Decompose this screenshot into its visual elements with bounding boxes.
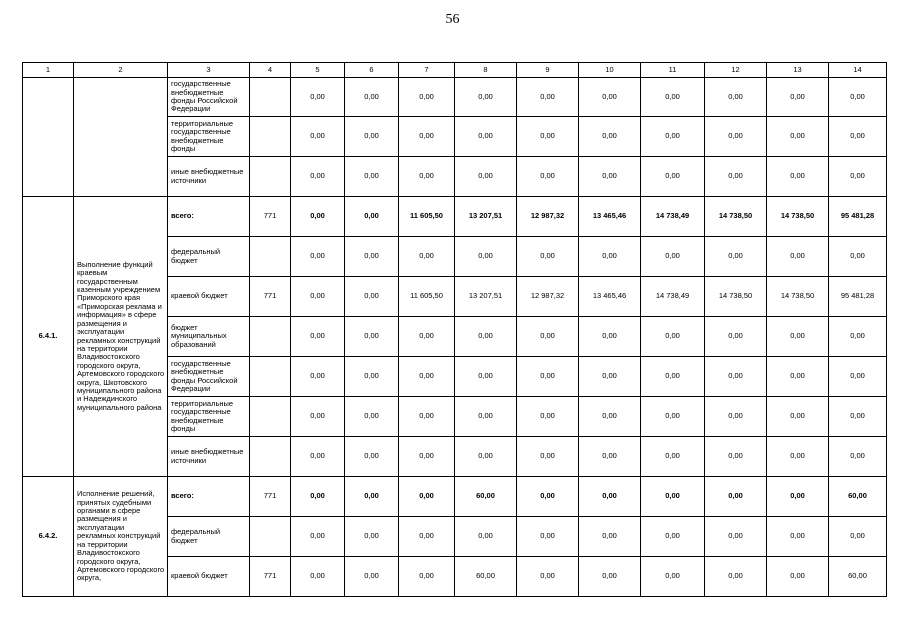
amount-cell: 0,00 — [829, 117, 887, 157]
amount-cell: 13 207,51 — [455, 277, 517, 317]
grbs-code — [250, 357, 291, 397]
amount-cell: 0,00 — [517, 517, 579, 557]
amount-cell: 0,00 — [345, 78, 399, 117]
amount-cell: 0,00 — [641, 78, 705, 117]
funding-source: краевой бюджет — [168, 557, 250, 597]
amount-cell: 0,00 — [705, 157, 767, 197]
grbs-code — [250, 517, 291, 557]
amount-cell: 0,00 — [641, 437, 705, 477]
amount-cell: 0,00 — [399, 357, 455, 397]
funding-source: всего: — [168, 197, 250, 237]
amount-cell: 60,00 — [455, 557, 517, 597]
amount-cell: 0,00 — [829, 157, 887, 197]
amount-cell: 0,00 — [641, 517, 705, 557]
amount-cell: 0,00 — [829, 517, 887, 557]
grbs-code: 771 — [250, 197, 291, 237]
amount-cell: 0,00 — [345, 557, 399, 597]
amount-cell: 0,00 — [829, 317, 887, 357]
amount-cell: 0,00 — [399, 517, 455, 557]
table-row — [23, 477, 887, 517]
funding-source: бюджет муниципальных образований — [168, 317, 250, 357]
grbs-code — [250, 157, 291, 197]
funding-source: иные внебюджетные источники — [168, 437, 250, 477]
table-row — [23, 78, 887, 117]
amount-cell: 0,00 — [291, 477, 345, 517]
amount-cell: 0,00 — [517, 237, 579, 277]
amount-cell: 14 738,50 — [705, 277, 767, 317]
amount-cell: 0,00 — [455, 437, 517, 477]
grbs-code — [250, 237, 291, 277]
amount-cell: 95 481,28 — [829, 197, 887, 237]
amount-cell: 0,00 — [705, 437, 767, 477]
amount-cell: 13 207,51 — [455, 197, 517, 237]
amount-cell: 0,00 — [399, 317, 455, 357]
amount-cell: 0,00 — [767, 357, 829, 397]
amount-cell: 0,00 — [345, 517, 399, 557]
amount-cell: 95 481,28 — [829, 277, 887, 317]
funding-source: государственные внебюджетные фонды Российской Федерации — [168, 357, 250, 397]
header-cell: 1 — [23, 63, 74, 78]
amount-cell: 0,00 — [829, 437, 887, 477]
amount-cell: 0,00 — [345, 437, 399, 477]
amount-cell: 0,00 — [517, 357, 579, 397]
amount-cell: 0,00 — [291, 78, 345, 117]
amount-cell: 0,00 — [767, 557, 829, 597]
amount-cell: 0,00 — [517, 557, 579, 597]
amount-cell: 0,00 — [641, 557, 705, 597]
amount-cell: 0,00 — [705, 78, 767, 117]
amount-cell: 0,00 — [399, 117, 455, 157]
header-cell: 5 — [291, 63, 345, 78]
amount-cell: 0,00 — [579, 117, 641, 157]
grbs-code: 771 — [250, 277, 291, 317]
amount-cell: 13 465,46 — [579, 197, 641, 237]
amount-cell: 11 605,50 — [399, 277, 455, 317]
item-description — [74, 78, 168, 197]
header-cell: 12 — [705, 63, 767, 78]
amount-cell: 0,00 — [291, 517, 345, 557]
item-code: 6.4.1. — [23, 197, 74, 477]
amount-cell: 0,00 — [829, 357, 887, 397]
amount-cell: 0,00 — [517, 117, 579, 157]
amount-cell: 0,00 — [455, 78, 517, 117]
amount-cell: 0,00 — [455, 117, 517, 157]
amount-cell: 0,00 — [579, 517, 641, 557]
header-cell: 6 — [345, 63, 399, 78]
amount-cell: 0,00 — [399, 237, 455, 277]
amount-cell: 0,00 — [345, 157, 399, 197]
amount-cell: 0,00 — [291, 277, 345, 317]
amount-cell: 0,00 — [705, 317, 767, 357]
amount-cell: 0,00 — [641, 157, 705, 197]
amount-cell: 0,00 — [579, 317, 641, 357]
header-cell: 3 — [168, 63, 250, 78]
funding-source: всего: — [168, 477, 250, 517]
amount-cell: 0,00 — [705, 517, 767, 557]
amount-cell: 0,00 — [767, 517, 829, 557]
amount-cell: 14 738,50 — [767, 197, 829, 237]
amount-cell: 0,00 — [399, 437, 455, 477]
amount-cell: 0,00 — [345, 197, 399, 237]
amount-cell: 0,00 — [579, 78, 641, 117]
header-cell: 7 — [399, 63, 455, 78]
amount-cell: 0,00 — [291, 397, 345, 437]
amount-cell: 0,00 — [291, 157, 345, 197]
amount-cell: 12 987,32 — [517, 197, 579, 237]
amount-cell: 0,00 — [345, 477, 399, 517]
item-description: Исполнение решений, принятых судебными органами в сфере размещения и эксплуатации рекламных конструкций на территории Владивостокского городского округа, Артемовского городского округа, — [74, 477, 168, 597]
amount-cell: 0,00 — [291, 237, 345, 277]
amount-cell: 0,00 — [517, 78, 579, 117]
amount-cell: 0,00 — [767, 78, 829, 117]
grbs-code — [250, 437, 291, 477]
amount-cell: 0,00 — [579, 357, 641, 397]
amount-cell: 0,00 — [767, 117, 829, 157]
amount-cell: 0,00 — [517, 157, 579, 197]
header-cell: 8 — [455, 63, 517, 78]
amount-cell: 0,00 — [641, 357, 705, 397]
amount-cell: 0,00 — [641, 397, 705, 437]
amount-cell: 0,00 — [579, 397, 641, 437]
amount-cell: 14 738,50 — [705, 197, 767, 237]
amount-cell: 0,00 — [705, 237, 767, 277]
amount-cell: 13 465,46 — [579, 277, 641, 317]
amount-cell: 0,00 — [641, 117, 705, 157]
header-cell: 11 — [641, 63, 705, 78]
funding-source: территориальные государственные внебюджетные фонды — [168, 397, 250, 437]
funding-source: иные внебюджетные источники — [168, 157, 250, 197]
amount-cell: 0,00 — [579, 237, 641, 277]
amount-cell: 0,00 — [291, 317, 345, 357]
amount-cell: 0,00 — [345, 117, 399, 157]
grbs-code: 771 — [250, 557, 291, 597]
amount-cell: 0,00 — [345, 397, 399, 437]
amount-cell: 0,00 — [455, 517, 517, 557]
amount-cell: 0,00 — [705, 477, 767, 517]
amount-cell: 0,00 — [829, 78, 887, 117]
header-cell: 10 — [579, 63, 641, 78]
amount-cell: 0,00 — [517, 437, 579, 477]
amount-cell: 0,00 — [517, 397, 579, 437]
amount-cell: 0,00 — [705, 357, 767, 397]
header-cell: 2 — [74, 63, 168, 78]
funding-source: краевой бюджет — [168, 277, 250, 317]
amount-cell: 14 738,50 — [767, 277, 829, 317]
amount-cell: 0,00 — [291, 557, 345, 597]
amount-cell: 60,00 — [829, 557, 887, 597]
budget-table — [22, 62, 887, 597]
page-number: 56 — [445, 12, 460, 27]
amount-cell: 0,00 — [345, 357, 399, 397]
amount-cell: 0,00 — [399, 397, 455, 437]
amount-cell: 0,00 — [455, 317, 517, 357]
amount-cell: 0,00 — [345, 237, 399, 277]
amount-cell: 0,00 — [399, 78, 455, 117]
amount-cell: 0,00 — [705, 117, 767, 157]
amount-cell: 0,00 — [579, 437, 641, 477]
grbs-code — [250, 397, 291, 437]
table-row — [23, 197, 887, 237]
funding-source: федеральный бюджет — [168, 237, 250, 277]
header-cell: 4 — [250, 63, 291, 78]
header-cell: 9 — [517, 63, 579, 78]
amount-cell: 0,00 — [291, 117, 345, 157]
amount-cell: 0,00 — [641, 317, 705, 357]
amount-cell: 0,00 — [455, 357, 517, 397]
amount-cell: 0,00 — [579, 557, 641, 597]
amount-cell: 0,00 — [291, 197, 345, 237]
amount-cell: 0,00 — [829, 397, 887, 437]
amount-cell: 0,00 — [517, 477, 579, 517]
amount-cell: 0,00 — [829, 237, 887, 277]
funding-source: федеральный бюджет — [168, 517, 250, 557]
amount-cell: 12 987,32 — [517, 277, 579, 317]
grbs-code: 771 — [250, 477, 291, 517]
amount-cell: 60,00 — [829, 477, 887, 517]
amount-cell: 0,00 — [767, 317, 829, 357]
funding-source: территориальные государственные внебюджетные фонды — [168, 117, 250, 157]
amount-cell: 0,00 — [291, 357, 345, 397]
amount-cell: 0,00 — [767, 157, 829, 197]
item-code — [23, 78, 74, 197]
amount-cell: 0,00 — [399, 157, 455, 197]
item-code: 6.4.2. — [23, 477, 74, 597]
amount-cell: 0,00 — [705, 397, 767, 437]
header-cell: 14 — [829, 63, 887, 78]
amount-cell: 0,00 — [641, 477, 705, 517]
header-cell: 13 — [767, 63, 829, 78]
amount-cell: 14 738,49 — [641, 277, 705, 317]
amount-cell: 0,00 — [705, 557, 767, 597]
amount-cell: 0,00 — [517, 317, 579, 357]
amount-cell: 0,00 — [399, 557, 455, 597]
amount-cell: 0,00 — [399, 477, 455, 517]
amount-cell: 0,00 — [291, 437, 345, 477]
amount-cell: 0,00 — [579, 477, 641, 517]
amount-cell: 0,00 — [767, 237, 829, 277]
grbs-code — [250, 78, 291, 117]
amount-cell: 0,00 — [345, 317, 399, 357]
amount-cell: 0,00 — [767, 477, 829, 517]
funding-source: государственные внебюджетные фонды Российской Федерации — [168, 78, 250, 117]
amount-cell: 0,00 — [455, 157, 517, 197]
grbs-code — [250, 117, 291, 157]
amount-cell: 0,00 — [455, 397, 517, 437]
amount-cell: 11 605,50 — [399, 197, 455, 237]
amount-cell: 0,00 — [767, 437, 829, 477]
amount-cell: 14 738,49 — [641, 197, 705, 237]
amount-cell: 0,00 — [455, 237, 517, 277]
grbs-code — [250, 317, 291, 357]
amount-cell: 0,00 — [345, 277, 399, 317]
amount-cell: 0,00 — [641, 237, 705, 277]
header-row — [23, 63, 887, 78]
item-description: Выполнение функций краевым государственным казенным учреждением Приморского края «Приморская реклама и информация» в сфере размещения и эксплуатации рекламных конструкций на территории Владивостокского городского округа, Артемовского городского округа, Шкотовского муниципального района и Надеждинского муниципального района — [74, 197, 168, 477]
amount-cell: 0,00 — [767, 397, 829, 437]
amount-cell: 60,00 — [455, 477, 517, 517]
amount-cell: 0,00 — [579, 157, 641, 197]
